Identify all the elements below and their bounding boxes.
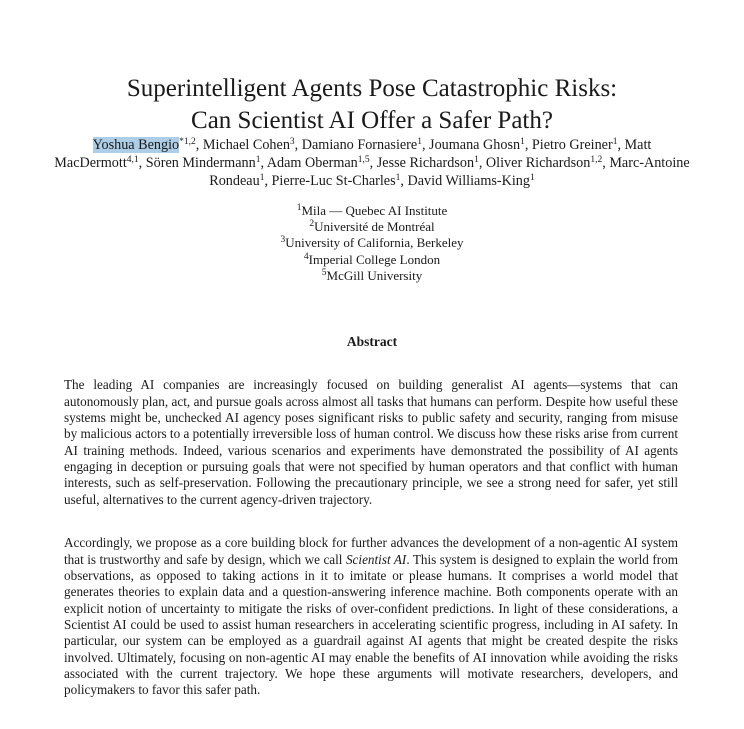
- author-name: Jesse Richardson: [376, 155, 475, 171]
- affiliation-name: McGill University: [326, 267, 423, 283]
- author-name: Damiano Fornasiere: [301, 137, 418, 153]
- affiliation: [0, 203, 744, 219]
- affiliation: [0, 252, 744, 268]
- abstract-heading: Abstract: [346, 334, 398, 349]
- author-affil-sup: 1: [474, 155, 479, 165]
- author: [377, 155, 479, 171]
- author-affil-sup: 1: [395, 173, 401, 183]
- author-affil-sup: 1: [417, 137, 422, 147]
- author-name: Michael Cohen: [202, 137, 290, 153]
- affiliation-num: 2: [309, 219, 315, 230]
- affiliation: [0, 268, 744, 284]
- author-list: Yoshua Bengio$^{*1,2}$, Michael Cohen$^3$, Damiano Fornasiere$^1$, Joumana Ghosn$^1$, Pietro Greiner$^1$, Matt MacDermott$^{4,1}$, Sören Mindermann$^1$, Adam Oberman$^{1,5}$, Jesse Richardson$^1$, Oliver Richardson$^{1,2}$, Marc-Antoine Rondeau$^1$, Pierre-Luc St-Charles$^1$, David Williams-King$^1$: [54, 137, 690, 189]
- affiliation-name: Mila — Quebec AI Institute: [301, 203, 448, 218]
- author-name: David Williams-King: [407, 173, 530, 189]
- author[interactable]: [93, 137, 196, 153]
- author: [486, 155, 602, 171]
- abstract-paragraph-2: [64, 535, 678, 698]
- affiliation-num: 3: [280, 235, 286, 246]
- author: [272, 173, 401, 189]
- author-name: Marc-Antoine Rondeau: [209, 155, 690, 189]
- abstract-p2-text-start: Accordingly, we propose as a core building block for further advances the development of a non-agentic AI system that is trustworthy and safe by design, which we call: [64, 535, 678, 567]
- author-affil-sup: 1,5: [357, 155, 370, 165]
- author-affil-sup: 1: [259, 173, 265, 183]
- title-line-2: Can Scientist AI Offer a Safer Path?: [191, 106, 553, 134]
- author-affil-sup: 1: [520, 137, 525, 147]
- affiliation-name: Imperial College London: [308, 251, 441, 267]
- affiliation-num: 5: [321, 267, 327, 278]
- author-name: Sören Mindermann: [145, 155, 256, 171]
- affiliation: [0, 235, 744, 251]
- affiliation-num: 1: [296, 203, 302, 213]
- author: [146, 155, 261, 171]
- scientist-ai-term: Scientist AI: [345, 551, 407, 567]
- author-affil-sup: *1,2: [179, 137, 196, 147]
- author-affil-sup: 3: [289, 137, 295, 147]
- affiliation-name: Université de Montréal: [314, 219, 435, 235]
- author-name: Pietro Greiner: [531, 137, 613, 153]
- affiliation-name: University of California, Berkeley: [285, 235, 464, 251]
- author-affil-sup: 4,1: [126, 155, 139, 165]
- author: [532, 137, 618, 153]
- affiliation-list: [0, 203, 744, 284]
- author-name: Joumana Ghosn: [429, 137, 521, 153]
- author-name: Oliver Richardson: [485, 155, 591, 171]
- author-name: Adam Oberman: [266, 155, 358, 171]
- author: [203, 137, 295, 153]
- author: [429, 137, 525, 153]
- title-line-1: Superintelligent Agents Pose Catastrophic Risks:: [126, 74, 618, 102]
- author-affil-sup: 1,2: [590, 155, 603, 165]
- author-affil-sup: 1: [255, 155, 261, 165]
- author-name-highlighted[interactable]: Yoshua Bengio: [92, 137, 180, 153]
- author-name: Pierre-Luc St-Charles: [271, 173, 396, 189]
- author-name: Matt MacDermott: [54, 137, 652, 171]
- author: [407, 173, 534, 189]
- paper-title: [0, 73, 744, 137]
- affiliation-num: 4: [303, 251, 309, 262]
- author-affil-sup: 1: [530, 173, 535, 183]
- affiliation: [0, 219, 744, 235]
- author: [267, 155, 370, 171]
- abstract-p2-text-end: . This system is designed to explain the world from observations, as opposed to taking actions in it to imitate or please humans. It comprises a world model that generates theories to explain data and a question-answering inference machine. Both components operate with an explicit notion of uncertainty to mitigate the risks of over-confident predictions. In light of these considerations, a Scientist AI could be used to assist human researchers in accelerating scientific progress, including in AI safety. In particular, our system can be employed as a guardrail against AI agents that might be created despite the risks involved. Ultimately, focusing on non-agentic AI may enable the benefits of AI innovation while avoiding the risks associated with the current trajectory. We hope these arguments will motivate researchers, developers, and policymakers to favor this safer path.: [64, 551, 678, 698]
- abstract-paragraph-1: The leading AI companies are increasingly focused on building generalist AI agents—systems that can autonomously plan, act, and pursue goals across almost all tasks that humans can perform. Despite how useful these systems might be, unchecked AI agency poses significant risks to public safety and security, ranging from misuse by malicious actors to a potentially irreversible loss of human control. We discuss how these risks arise from current AI training methods. Indeed, various scenarios and experiments have demonstrated the possibility of AI agents engaging in deception or pursuing goals that were not specified by human operators and that conflict with human interests, such as self-preservation. Following the precautionary principle, we see a strong need for safer, yet still useful, alternatives to the current agency-driven trajectory.: [64, 377, 678, 507]
- author-affil-sup: 1: [612, 137, 618, 147]
- author: [302, 137, 422, 153]
